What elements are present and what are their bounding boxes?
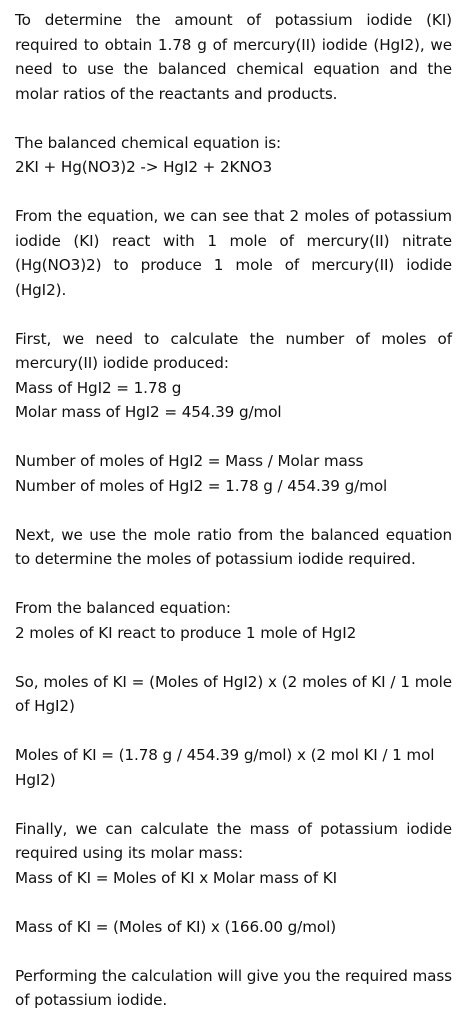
moles-ki-formula: So, moles of KI = (Moles of HgI2) x (2 moles of KI / 1 mole of HgI2) [15, 672, 452, 715]
moles-ki-value: Moles of KI = (1.78 g / 454.39 g/mol) x (2 mol KI / 1 mol HgI2) [15, 746, 435, 789]
mass-ki-value: Mass of KI = (Moles of KI) x (166.00 g/mol) [15, 917, 337, 936]
conclusion-paragraph: Performing the calculation will give you the required mass of potassium iodide. [15, 966, 452, 1009]
equation-heading: The balanced chemical equation is: [15, 133, 282, 152]
next-step-paragraph: Next, we use the mole ratio from the balanced equation to determine the moles of potassium iodide required. [15, 525, 452, 568]
answer-text [15, 8, 452, 1013]
from-equation-line: From the balanced equation: [15, 599, 231, 617]
molar-mass-hgi2-line: Molar mass of HgI2 = 454.39 g/mol [15, 403, 282, 421]
mole-ratio-paragraph: From the equation, we can see that 2 moles of potassium iodide (KI) react with 1 mole of mercury(II) nitrate (Hg(NO3)2) to produce 1 mole of mercury(II) iodide (HgI2). [15, 207, 452, 299]
step-one-paragraph: First, we need to calculate the number of moles of mercury(II) iodide produced: [15, 329, 452, 372]
mass-ki-formula: Mass of KI = Moles of KI x Molar mass of KI [15, 868, 337, 887]
final-step-paragraph: Finally, we can calculate the mass of potassium iodide required using its molar mass: [15, 819, 452, 862]
ratio-line: 2 moles of KI react to produce 1 mole of HgI2 [15, 623, 357, 642]
moles-formula-line: Number of moles of HgI2 = Mass / Molar mass [15, 452, 364, 470]
moles-value-line: Number of moles of HgI2 = 1.78 g / 454.39 g/mol [15, 476, 388, 495]
balanced-equation: 2KI + Hg(NO3)2 -> HgI2 + 2KNO3 [15, 158, 273, 176]
mass-hgi2-line: Mass of HgI2 = 1.78 g [15, 378, 182, 397]
intro-paragraph: To determine the amount of potassium iodide (KI) required to obtain 1.78 g of mercury(II) iodide (HgI2), we need to use the balanced chemical equation and the molar ratios of the reactants and products. [15, 11, 452, 103]
